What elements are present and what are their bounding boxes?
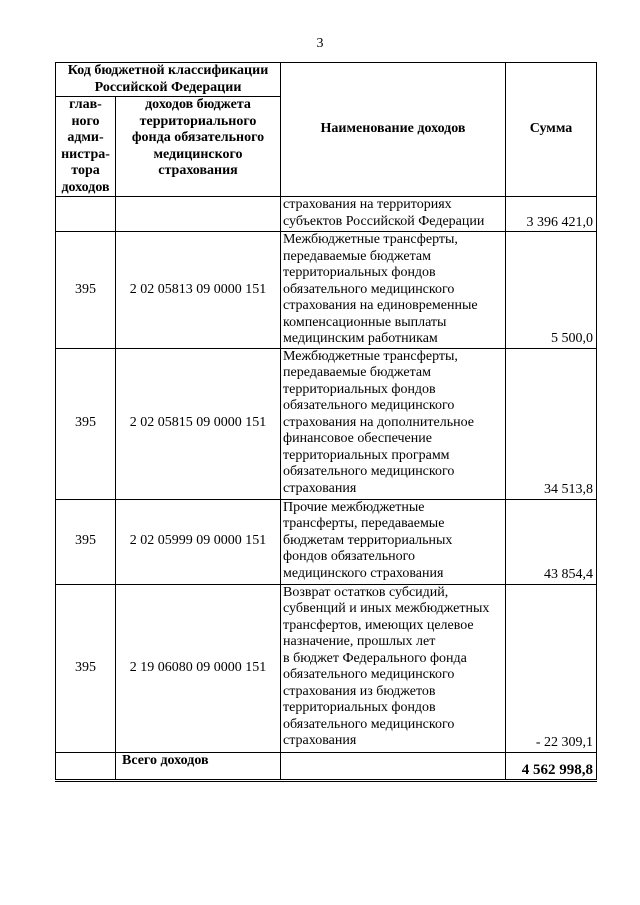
row-sum: 3 396 421,0: [506, 197, 597, 232]
row-code: 2 02 05813 09 0000 151: [116, 232, 281, 349]
page-number: 3: [316, 36, 324, 51]
row-admin: [56, 197, 116, 232]
table-row: [56, 584, 597, 752]
revenue-table: [55, 62, 597, 782]
total-admin-empty: [56, 752, 116, 780]
header-income-name: Наименование доходов: [281, 63, 506, 197]
header-row-group: [56, 63, 597, 97]
header-admin-code: глав- ного адми- нистра- тора доходов: [56, 97, 116, 197]
row-name: Возврат остатков субсидий, субвенций и иных межбюджетных трансфертов, имеющих целевое назначение, прошлых лет в бюджет Федерального фонда обязательного медицинского страхования из бюджетов территориальных фондов обязательного медицинского страхования: [281, 584, 506, 752]
row-admin: 395: [56, 232, 116, 349]
header-income-code: доходов бюджета территориального фонда обязательного медицинского страхования: [116, 97, 281, 197]
table-row: [56, 499, 597, 584]
header-sum: Сумма: [506, 63, 597, 197]
row-admin: 395: [56, 499, 116, 584]
row-name: страхования на территориях субъектов Российской Федерации: [281, 197, 506, 232]
row-sum: 34 513,8: [506, 348, 597, 499]
row-code: 2 02 05815 09 0000 151: [116, 348, 281, 499]
total-row: [56, 752, 597, 780]
row-sum: 5 500,0: [506, 232, 597, 349]
row-admin: 395: [56, 584, 116, 752]
table-row: [56, 348, 597, 499]
row-code: 2 02 05999 09 0000 151: [116, 499, 281, 584]
header-budget-classification: Код бюджетной классификации Российской Федерации: [56, 63, 281, 97]
row-admin: 395: [56, 348, 116, 499]
total-name-empty: [281, 752, 506, 780]
row-sum: 43 854,4: [506, 499, 597, 584]
total-sum: 4 562 998,8: [506, 752, 597, 780]
total-label: Всего доходов: [116, 752, 281, 780]
row-name: Межбюджетные трансферты, передаваемые бюджетам территориальных фондов обязательного медицинского страхования на единовременные компенсационные выплаты медицинским работникам: [281, 232, 506, 349]
row-code: [116, 197, 281, 232]
table-row: [56, 197, 597, 232]
row-code: 2 19 06080 09 0000 151: [116, 584, 281, 752]
row-sum: - 22 309,1: [506, 584, 597, 752]
row-name: Межбюджетные трансферты, передаваемые бюджетам территориальных фондов обязательного медицинского страхования на дополнительное финансовое обеспечение территориальных программ обязательного медицинского страхования: [281, 348, 506, 499]
row-name: Прочие межбюджетные трансферты, передаваемые бюджетам территориальных фондов обязательного медицинского страхования: [281, 499, 506, 584]
table-row: [56, 232, 597, 349]
